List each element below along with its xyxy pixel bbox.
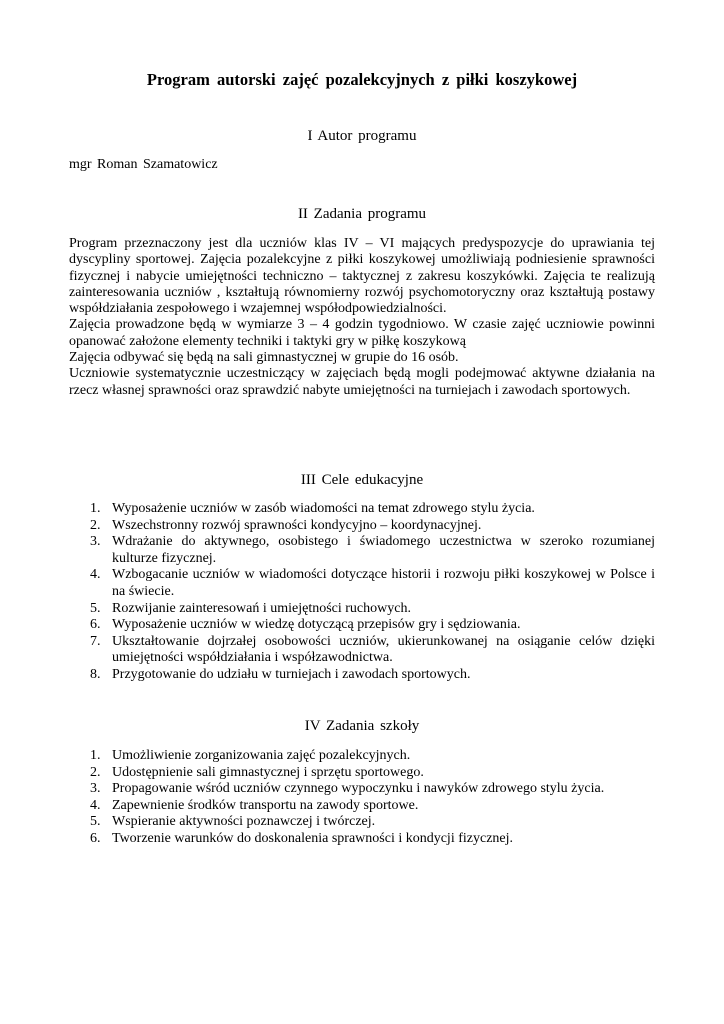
tasks-body	[69, 236, 655, 399]
item-number: 6.	[90, 617, 101, 633]
item-text: Rozwijanie zainteresowań i umiejętności ruchowych.	[112, 600, 411, 616]
section-heading-author: I Autor programu	[307, 128, 417, 144]
item-number: 6.	[90, 830, 101, 846]
list-item	[69, 634, 655, 667]
item-text: Wdrażanie do aktywnego, osobistego i świadomego uczestnictwa w szeroko rozumianej kulturze fizycznej.	[112, 534, 655, 566]
list-item	[69, 617, 655, 634]
item-text: Wszechstronny rozwój sprawności kondycyjno – koordynacyjnej.	[112, 517, 482, 533]
goals-list	[69, 501, 655, 684]
item-text: Przygotowanie do udziału w turniejach i zawodach sportowych.	[112, 666, 471, 682]
item-text: Ukształtowanie dojrzałej osobowości uczniów, ukierunkowanej na osiąganie celów dzięki umiejętności współdziałania i współzawodnictwa.	[112, 633, 655, 666]
item-number: 3.	[90, 534, 101, 550]
paragraph: Zajęcia prowadzone będą w wymiarze 3 – 4 godzin tygodniowo. W czasie zajęć uczniowie powinni opanować założone elementy techniki i taktyki gry w piłkę koszykową	[69, 317, 655, 349]
item-number: 3.	[90, 781, 101, 797]
item-number: 4.	[90, 797, 101, 813]
item-text: Zapewnienie środków transportu na zawody sportowe.	[112, 797, 419, 813]
section-heading-goals: III Cele edukacyjne	[300, 472, 424, 488]
list-item	[69, 501, 655, 518]
list-item	[69, 798, 655, 815]
item-text: Umożliwienie zorganizowania zajęć pozalekcyjnych.	[112, 748, 411, 763]
list-item	[69, 601, 655, 618]
list-item	[69, 781, 655, 798]
item-text: Wspieranie aktywności poznawczej i twórczej.	[112, 814, 376, 830]
author-name: mgr Roman Szamatowicz	[69, 157, 218, 172]
list-item	[69, 518, 655, 535]
item-text: Propagowanie wśród uczniów czynnego wypoczynku i nawyków zdrowego stylu życia.	[112, 781, 605, 797]
list-item	[69, 814, 655, 831]
paragraph: Uczniowie systematycznie uczestniczący w zajęciach będą mogli podejmować aktywne działania na rzecz własnej sprawności oraz sprawdzić nabyte umiejętności na turniejach i zawodach sportowych.	[69, 366, 655, 398]
item-number: 7.	[90, 633, 101, 649]
item-number: 2.	[90, 764, 101, 780]
item-number: 4.	[90, 567, 101, 583]
list-item	[69, 667, 655, 684]
list-item	[69, 765, 655, 782]
section-heading-school: IV Zadania szkoły	[304, 718, 420, 734]
item-number: 5.	[90, 600, 101, 616]
school-tasks-list	[69, 748, 655, 848]
item-number: 8.	[90, 666, 101, 682]
item-text: Wzbogacanie uczniów w wiadomości dotyczące historii i rozwoju piłki koszykowej w Polsce i na świecie.	[112, 567, 655, 599]
list-item	[69, 567, 655, 600]
item-number: 2.	[90, 517, 101, 533]
item-number: 1.	[90, 748, 101, 763]
item-number: 1.	[90, 501, 101, 516]
list-item	[69, 534, 655, 567]
item-text: Udostępnienie sali gimnastycznej i sprzętu sportowego.	[112, 764, 424, 780]
list-item	[69, 748, 655, 765]
section-heading-tasks: II Zadania programu	[297, 206, 427, 222]
document-title: Program autorski zajęć pozalekcyjnych z piłki koszykowej	[146, 70, 578, 89]
item-text: Wyposażenie uczniów w zasób wiadomości na temat zdrowego stylu życia.	[112, 501, 535, 516]
item-text: Tworzenie warunków do doskonalenia sprawności i kondycji fizycznej.	[112, 830, 514, 846]
paragraph: Zajęcia odbywać się będą na sali gimnastycznej w grupie do 16 osób.	[69, 350, 459, 366]
paragraph: Program przeznaczony jest dla uczniów klas IV – VI mających predyspozycje do uprawiania tej dyscypliny sportowej. Zajęcia pozalekcyjne z piłki koszykowej umożliwiają podniesienie sprawności fizycznej i nabycie umiejętności techniczno – taktycznej z zakresu koszykówki. Zajęcia te realizują zainteresowania uczniów , kształtują równomierny rozwój psychomotoryczny oraz kształtują postawy współdziałania zespołowego i wzajemnej współodpowiedzialności.	[69, 236, 655, 317]
item-text: Wyposażenie uczniów w wiedzę dotyczącą przepisów gry i sędziowania.	[112, 617, 521, 633]
list-item	[69, 831, 655, 848]
item-number: 5.	[90, 814, 101, 830]
